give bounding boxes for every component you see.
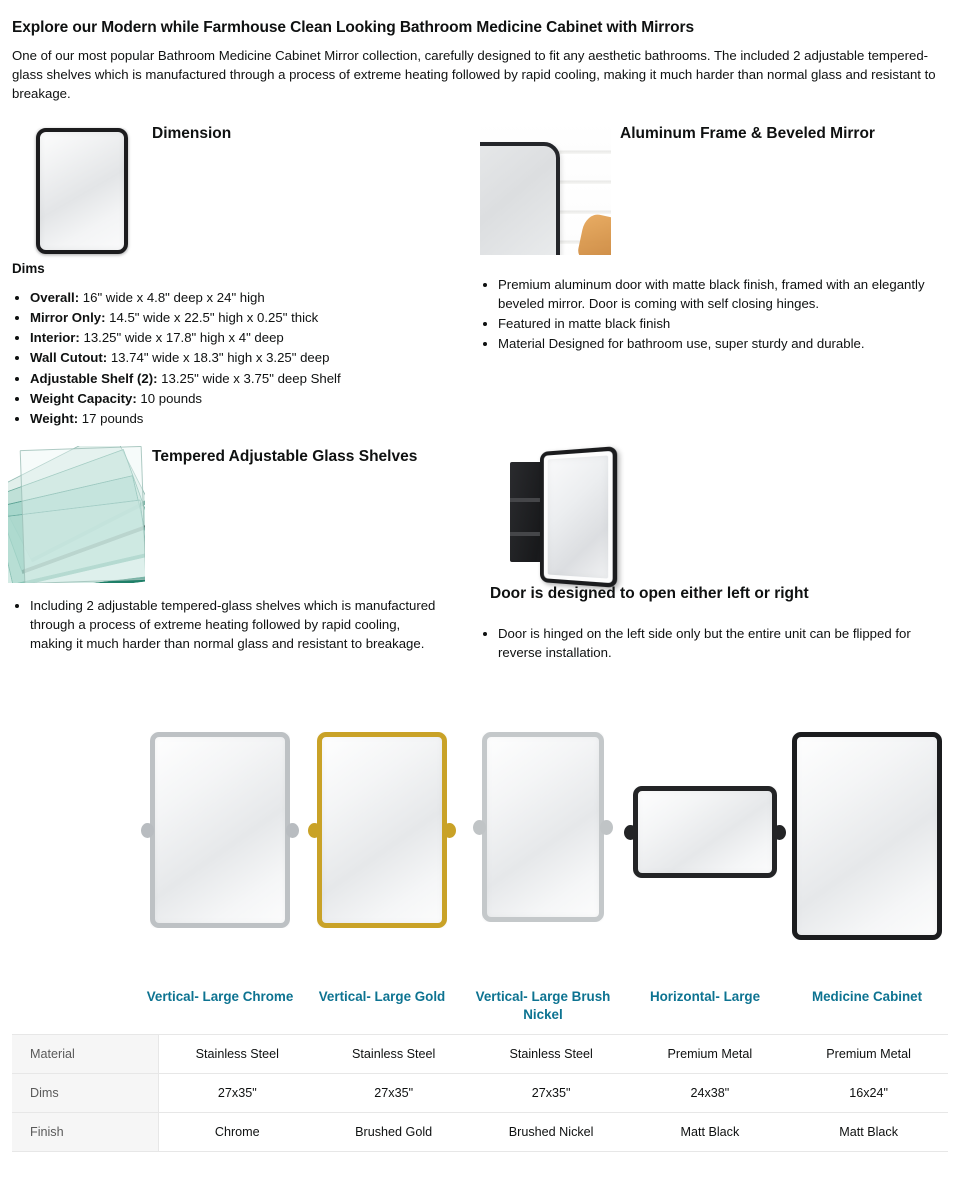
- spec-label: Overall:: [30, 290, 80, 305]
- shelves-title: Tempered Adjustable Glass Shelves: [152, 448, 418, 465]
- bullet-item: • Door is hinged on the left side only but the entire unit can be flipped for reverse installation.: [498, 624, 950, 662]
- bullet-item: • Premium aluminum door with matte black finish, framed with an elegantly beveled mirror. Door is coming with self closing hinges.: [498, 275, 942, 313]
- dimension-cabinet-image: [36, 128, 128, 254]
- variant-mirror-image[interactable]: [482, 732, 604, 922]
- door-bevel: [544, 451, 613, 583]
- dimension-spec-item: [30, 369, 464, 388]
- table-cell: Brushed Gold: [316, 1113, 472, 1152]
- aluminum-bullet-list: [480, 275, 942, 354]
- bullet-item: • Including 2 adjustable tempered-glass shelves which is manufactured through a process of extreme heating followed by rapid cooling, making it much harder than normal glass and resistant to breakage.: [30, 596, 444, 653]
- comparison-column-header-link[interactable]: Vertical- Large Brush Nickel: [475, 989, 611, 1023]
- variant-frame: [150, 732, 290, 928]
- bullet-item: • Featured in matte black finish: [498, 314, 942, 333]
- table-cell: Premium Metal: [631, 1035, 790, 1074]
- dimension-spec-item: [30, 409, 464, 428]
- table-row-label: Dims: [12, 1074, 159, 1113]
- dimension-heading-wrap: [152, 124, 452, 143]
- dimension-spec-item: [30, 308, 464, 327]
- table-row: [12, 1074, 948, 1113]
- comparison-table: [12, 1034, 948, 1152]
- spec-value: 17 pounds: [78, 410, 144, 426]
- cabinet-door-panel: [540, 446, 617, 588]
- glass-pane: [20, 446, 145, 583]
- page-title: Explore our Modern while Farmhouse Clean Looking Bathroom Medicine Cabinet with Mirrors: [12, 19, 694, 36]
- spec-label: Wall Cutout:: [30, 350, 108, 366]
- tempered-glass-image: [8, 446, 145, 583]
- pivot-hardware-left: [308, 823, 321, 838]
- comparison-column-header-link[interactable]: Medicine Cabinet: [811, 989, 923, 1004]
- table-cell: 27x35": [159, 1074, 316, 1113]
- variant-mirror-image[interactable]: [317, 732, 447, 928]
- table-cell: 16x24": [789, 1074, 948, 1113]
- variant-frame: [792, 732, 942, 940]
- spec-value: 16" wide x 4.8" deep x 24" high: [79, 290, 265, 305]
- dimension-spec-item: [30, 348, 464, 367]
- cabinet-door-image: [500, 446, 620, 582]
- table-cell: Brushed Nickel: [472, 1113, 631, 1152]
- dims-subtitle-wrap: [12, 261, 462, 276]
- mirror-frame: [36, 128, 128, 254]
- comparison-column-header-link[interactable]: Vertical- Large Gold: [318, 989, 446, 1004]
- dimension-spec-list: [12, 288, 464, 428]
- table-row-label: Material: [12, 1035, 159, 1074]
- mirror-corner: [480, 142, 560, 255]
- table-cell: Premium Metal: [789, 1035, 948, 1074]
- variant-frame: [317, 732, 447, 928]
- table-cell: Matt Black: [789, 1113, 948, 1152]
- dimension-spec-item: [30, 389, 464, 408]
- aluminum-title: Aluminum Frame & Beveled Mirror: [620, 125, 875, 142]
- table-cell: Matt Black: [631, 1113, 790, 1152]
- intro-section: [12, 18, 948, 103]
- comparison-column-header-link[interactable]: Horizontal- Large: [649, 989, 761, 1004]
- dimension-spec-list-wrap: [12, 288, 464, 429]
- table-row: [12, 1035, 948, 1074]
- table-cell: Stainless Steel: [316, 1035, 472, 1074]
- pivot-hardware-right: [773, 825, 786, 840]
- spec-label: Mirror Only:: [30, 310, 106, 326]
- aluminum-bullets-wrap: [480, 275, 942, 355]
- spec-value: 14.5" wide x 22.5" high x 0.25" thick: [105, 310, 319, 326]
- door-bullet-list: [480, 624, 950, 662]
- shelves-bullet-list: [12, 596, 444, 653]
- variant-mirror-image[interactable]: [792, 732, 942, 940]
- spec-label: Weight:: [30, 410, 79, 426]
- aluminum-heading-wrap: [620, 124, 950, 143]
- pivot-hardware-left: [473, 820, 486, 835]
- dimension-spec-item: [30, 328, 464, 347]
- variant-frame: [633, 786, 777, 878]
- pivot-hardware-left: [624, 825, 637, 840]
- spec-label: Adjustable Shelf (2):: [30, 370, 158, 386]
- spec-value: 13.25" wide x 3.75" deep Shelf: [157, 370, 341, 386]
- table-cell: 24x38": [631, 1074, 790, 1113]
- dims-subtitle: Dims: [12, 261, 45, 276]
- shelves-heading-wrap: [152, 447, 512, 466]
- comparison-column-header-link[interactable]: Vertical- Large Chrome: [146, 989, 294, 1004]
- table-cell: Chrome: [159, 1113, 316, 1152]
- door-bullets-wrap: [480, 624, 950, 663]
- door-heading-wrap: [490, 584, 910, 603]
- shelves-bullets-wrap: [12, 596, 444, 654]
- pivot-hardware-right: [443, 823, 456, 838]
- bullet-item: • Material Designed for bathroom use, super sturdy and durable.: [498, 334, 942, 353]
- dimension-title: Dimension: [152, 125, 232, 142]
- table-cell: Stainless Steel: [472, 1035, 631, 1074]
- table-row-label: Finish: [12, 1113, 159, 1152]
- intro-paragraph: One of our most popular Bathroom Medicine Cabinet Mirror collection, carefully designed to fit any aesthetic bathrooms. The included 2 adjustable tempered-glass shelves which is manufactured through a process of extreme heating followed by rapid cooling, making it much harder than normal glass and resistant to breakage.: [12, 48, 936, 101]
- dimension-spec-item: [30, 288, 464, 307]
- table-cell: 27x35": [472, 1074, 631, 1113]
- spec-label: Interior:: [30, 330, 80, 346]
- spec-value: 13.25" wide x 17.8" high x 4" deep: [79, 330, 284, 346]
- table-row: [12, 1113, 948, 1152]
- pivot-hardware-left: [141, 823, 154, 838]
- table-cell: 27x35": [316, 1074, 472, 1113]
- variant-mirror-image[interactable]: [633, 786, 777, 878]
- spec-label: Weight Capacity:: [30, 390, 137, 406]
- aluminum-frame-image: [480, 124, 611, 255]
- variant-mirror-image[interactable]: [150, 732, 290, 928]
- door-title: Door is designed to open either left or right: [490, 585, 809, 602]
- table-cell: Stainless Steel: [159, 1035, 316, 1074]
- pivot-hardware-right: [286, 823, 299, 838]
- spec-value: 13.74" wide x 18.3" high x 3.25" deep: [107, 350, 330, 366]
- pivot-hardware-right: [600, 820, 613, 835]
- spec-value: 10 pounds: [136, 390, 203, 406]
- variant-frame: [482, 732, 604, 922]
